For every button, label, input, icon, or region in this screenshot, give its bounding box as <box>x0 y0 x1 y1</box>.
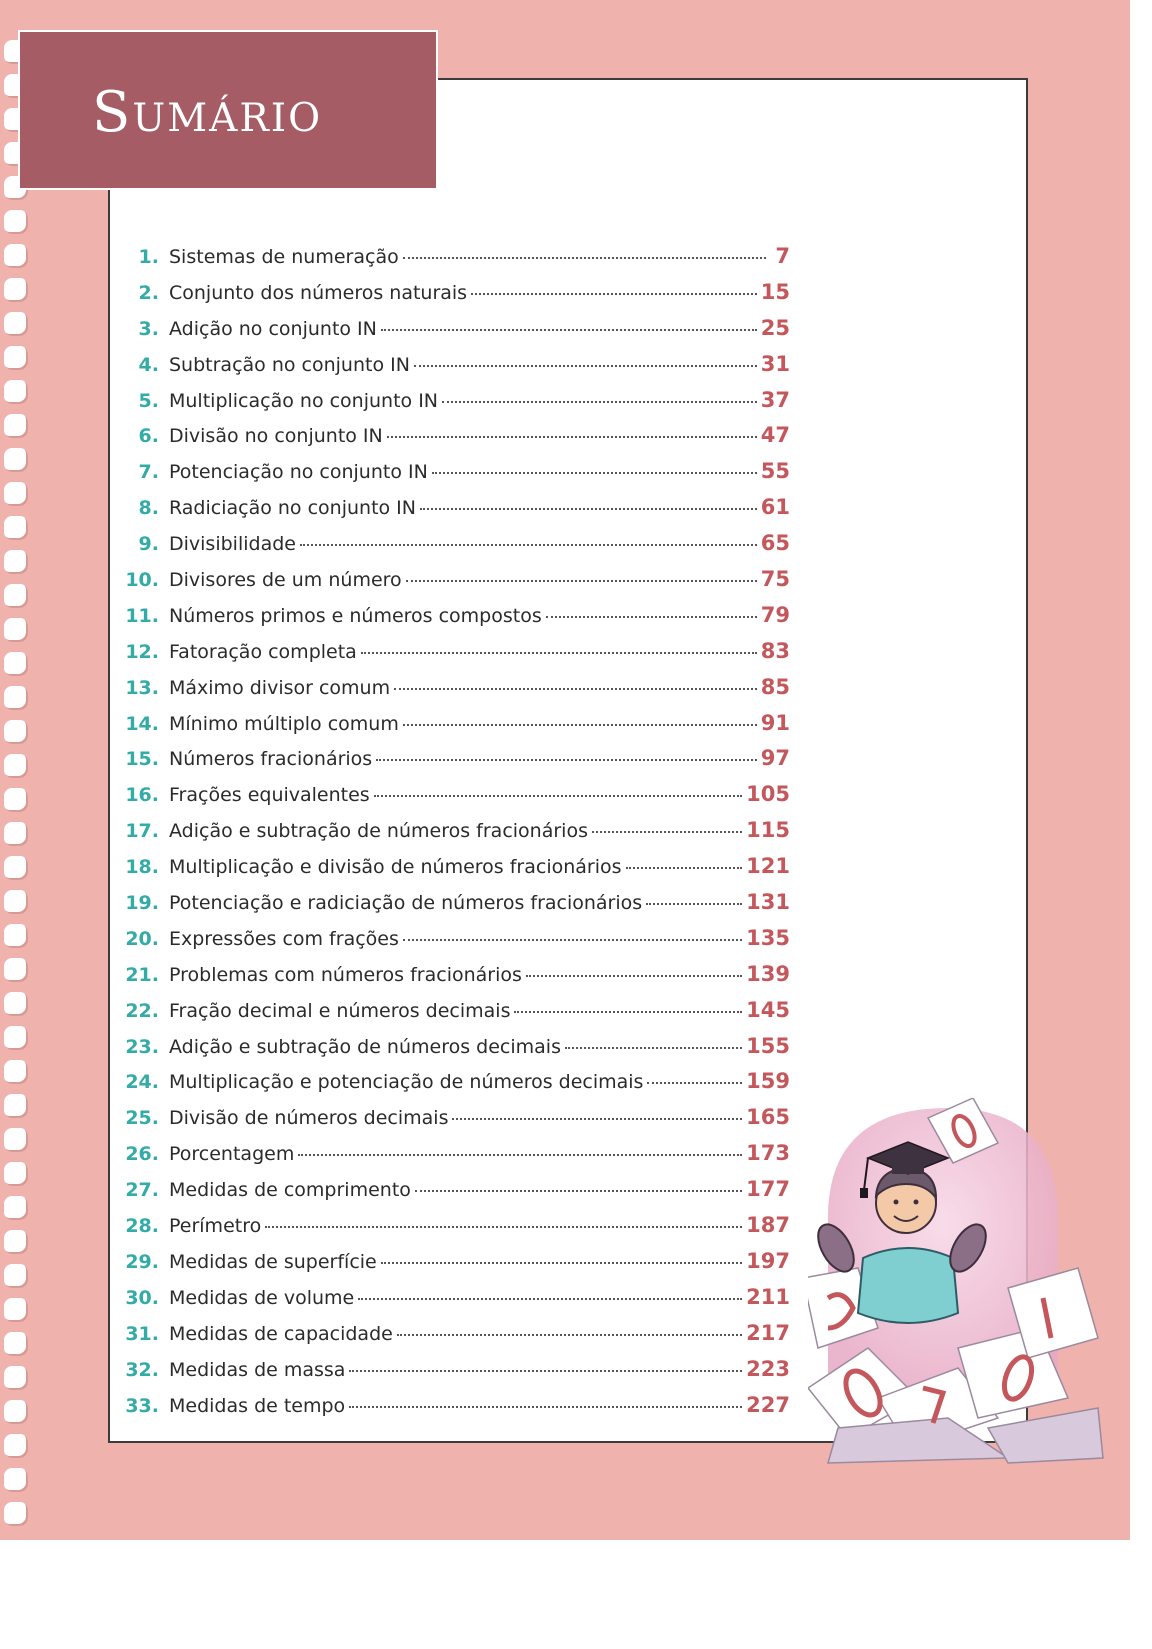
dot-leader <box>298 1154 742 1156</box>
dot-leader <box>414 365 757 367</box>
dot-leader <box>442 401 757 403</box>
chapter-number: 22. <box>125 999 159 1022</box>
dot-leader <box>403 939 742 941</box>
chapter-title: Medidas de comprimento <box>169 1179 411 1202</box>
chapter-title: Porcentagem <box>169 1143 295 1166</box>
chapter-title: Multiplicação e potenciação de números decimais <box>169 1071 644 1094</box>
spiral-hole <box>4 1366 28 1390</box>
chapter-title: Máximo divisor comum <box>169 676 391 699</box>
toc-entry[interactable] <box>112 1034 790 1070</box>
toc-entry[interactable] <box>112 1105 790 1141</box>
toc-entry[interactable] <box>112 1177 790 1213</box>
spiral-hole <box>4 380 28 404</box>
toc-entry[interactable] <box>112 423 790 459</box>
page-number: 173 <box>746 1141 790 1166</box>
spiral-hole <box>4 346 28 370</box>
dot-leader <box>514 1011 742 1013</box>
chapter-title: Adição e subtração de números fracionários <box>169 820 588 843</box>
toc-entry[interactable] <box>112 1141 790 1177</box>
spiral-hole <box>4 856 28 880</box>
toc-entry[interactable] <box>112 531 790 567</box>
page-number: 223 <box>746 1356 790 1381</box>
dot-leader <box>403 257 766 259</box>
toc-entry[interactable] <box>112 926 790 962</box>
chapter-number: 15. <box>125 748 159 771</box>
spiral-hole <box>4 1502 28 1526</box>
chapter-title: Fração decimal e números decimais <box>169 999 511 1022</box>
toc-entry[interactable] <box>112 1069 790 1105</box>
spiral-hole <box>4 584 28 608</box>
page-number: 135 <box>746 925 790 950</box>
chapter-number: 17. <box>125 820 159 843</box>
toc-entry[interactable] <box>112 352 790 388</box>
chapter-number: 32. <box>125 1358 159 1381</box>
dot-leader <box>374 795 742 797</box>
spiral-hole <box>4 958 28 982</box>
page-number: 145 <box>746 997 790 1022</box>
chapter-number: 33. <box>125 1394 159 1417</box>
dot-leader <box>381 329 757 331</box>
page-number: 217 <box>746 1320 790 1345</box>
page-number: 15 <box>760 279 790 304</box>
chapter-number: 9. <box>138 533 159 556</box>
table-of-contents <box>112 244 790 1428</box>
dot-leader <box>471 293 757 295</box>
spiral-hole <box>4 1298 28 1322</box>
chapter-title: Divisão de números decimais <box>169 1107 449 1130</box>
student-illustration <box>808 1098 1108 1468</box>
page-number: 83 <box>760 638 790 663</box>
chapter-number: 14. <box>125 712 159 735</box>
toc-entry[interactable] <box>112 1249 790 1285</box>
page-number: 55 <box>760 459 790 484</box>
chapter-number: 16. <box>125 784 159 807</box>
chapter-number: 24. <box>125 1071 159 1094</box>
dot-leader <box>376 759 757 761</box>
chapter-title: Medidas de tempo <box>169 1394 346 1417</box>
spiral-hole <box>4 618 28 642</box>
page-number: 121 <box>746 854 790 879</box>
page-number: 159 <box>746 1069 790 1094</box>
spiral-hole <box>4 210 28 234</box>
chapter-title: Adição no conjunto IN <box>169 317 377 340</box>
page-number: 105 <box>746 782 790 807</box>
spiral-hole <box>4 448 28 472</box>
chapter-title: Medidas de capacidade <box>169 1322 393 1345</box>
dot-leader <box>415 1190 742 1192</box>
toc-entry[interactable] <box>112 388 790 424</box>
chapter-number: 26. <box>125 1143 159 1166</box>
chapter-number: 27. <box>125 1179 159 1202</box>
spiral-hole <box>4 516 28 540</box>
toc-entry[interactable] <box>112 244 790 280</box>
chapter-number: 28. <box>125 1215 159 1238</box>
chapter-title: Expressões com frações <box>169 927 399 950</box>
spiral-hole <box>4 686 28 710</box>
chapter-number: 4. <box>138 353 159 376</box>
toc-entry[interactable] <box>112 998 790 1034</box>
spiral-hole <box>4 1094 28 1118</box>
dot-leader <box>300 544 757 546</box>
spiral-hole <box>4 652 28 676</box>
chapter-number: 18. <box>125 856 159 879</box>
chapter-number: 8. <box>138 497 159 520</box>
chapter-title: Subtração no conjunto IN <box>169 353 410 376</box>
page-number: 7 <box>775 244 790 268</box>
chapter-number: 10. <box>125 569 159 592</box>
dot-leader <box>406 580 757 582</box>
dot-leader <box>452 1118 742 1120</box>
spiral-hole <box>4 278 28 302</box>
spiral-hole <box>4 244 28 268</box>
page-number: 47 <box>760 423 790 448</box>
chapter-number: 7. <box>138 461 159 484</box>
dot-leader <box>394 688 757 690</box>
spiral-hole <box>4 1332 28 1356</box>
chapter-title: Números fracionários <box>169 748 373 771</box>
dot-leader <box>349 1406 742 1408</box>
spiral-hole <box>4 1434 28 1458</box>
spiral-binding <box>0 40 34 1540</box>
chapter-number: 12. <box>125 640 159 663</box>
chapter-title: Problemas com números fracionários <box>169 963 522 986</box>
chapter-title: Perímetro <box>169 1215 262 1238</box>
spiral-hole <box>4 482 28 506</box>
spiral-hole <box>4 312 28 336</box>
spiral-hole <box>4 1128 28 1152</box>
chapter-number: 3. <box>138 317 159 340</box>
chapter-title: Divisão no conjunto IN <box>169 425 383 448</box>
spiral-hole <box>4 924 28 948</box>
dot-leader <box>361 652 757 654</box>
page-number: 197 <box>746 1248 790 1273</box>
dot-leader <box>381 1262 742 1264</box>
toc-entry[interactable] <box>112 316 790 352</box>
page-number: 79 <box>760 602 790 627</box>
dot-leader <box>592 831 742 833</box>
chapter-number: 5. <box>138 389 159 412</box>
chapter-title: Potenciação no conjunto IN <box>169 461 428 484</box>
toc-entry[interactable] <box>112 711 790 747</box>
toc-entry[interactable] <box>112 675 790 711</box>
spiral-hole <box>4 550 28 574</box>
chapter-number: 2. <box>138 281 159 304</box>
page-number: 91 <box>760 710 790 735</box>
spiral-hole <box>4 754 28 778</box>
spiral-hole <box>4 1162 28 1186</box>
spiral-hole <box>4 414 28 438</box>
spiral-hole <box>4 720 28 744</box>
dot-leader <box>397 1334 742 1336</box>
toc-entry[interactable] <box>112 1393 790 1429</box>
toc-entry[interactable] <box>112 603 790 639</box>
chapter-number: 1. <box>138 246 159 268</box>
toc-entry[interactable] <box>112 459 790 495</box>
chapter-title: Medidas de volume <box>169 1286 355 1309</box>
spiral-hole <box>4 992 28 1016</box>
toc-entry[interactable] <box>112 1285 790 1321</box>
dot-leader <box>626 867 743 869</box>
toc-entry[interactable] <box>112 1321 790 1357</box>
dot-leader <box>265 1226 742 1228</box>
dot-leader <box>349 1370 742 1372</box>
chapter-title: Sistemas de numeração <box>169 246 399 268</box>
toc-entry[interactable] <box>112 639 790 675</box>
chapter-title: Números primos e números compostos <box>169 604 542 627</box>
page-number: 165 <box>746 1105 790 1130</box>
chapter-number: 21. <box>125 963 159 986</box>
spiral-hole <box>4 822 28 846</box>
toc-entry[interactable] <box>112 1213 790 1249</box>
chapter-number: 20. <box>125 927 159 950</box>
page-number: 227 <box>746 1392 790 1417</box>
dot-leader <box>403 724 757 726</box>
page-number: 37 <box>760 387 790 412</box>
chapter-number: 25. <box>125 1107 159 1130</box>
page-title: Sumário <box>92 80 323 145</box>
chapter-title: Multiplicação e divisão de números fracionários <box>169 856 622 879</box>
page-number: 97 <box>760 746 790 771</box>
page-number: 139 <box>746 961 790 986</box>
chapter-number: 13. <box>125 676 159 699</box>
chapter-number: 31. <box>125 1322 159 1345</box>
chapter-title: Adição e subtração de números decimais <box>169 1035 561 1058</box>
toc-entry[interactable] <box>112 890 790 926</box>
spiral-hole <box>4 1400 28 1424</box>
chapter-title: Frações equivalentes <box>169 784 370 807</box>
dot-leader <box>647 1082 742 1084</box>
page-number: 131 <box>746 890 790 915</box>
page-number: 31 <box>760 351 790 376</box>
spiral-hole <box>4 1264 28 1288</box>
spiral-hole <box>4 890 28 914</box>
chapter-title: Divisibilidade <box>169 533 296 556</box>
toc-entry[interactable] <box>112 782 790 818</box>
chapter-number: 23. <box>125 1035 159 1058</box>
toc-entry[interactable] <box>112 746 790 782</box>
chapter-title: Medidas de massa <box>169 1358 346 1381</box>
chapter-title: Conjunto dos números naturais <box>169 281 468 304</box>
toc-entry[interactable] <box>112 962 790 998</box>
chapter-number: 11. <box>125 604 159 627</box>
dot-leader <box>646 903 742 905</box>
dot-leader <box>526 975 742 977</box>
toc-entry[interactable] <box>112 567 790 603</box>
spiral-hole <box>4 1060 28 1084</box>
dot-leader <box>565 1047 742 1049</box>
spiral-hole <box>4 788 28 812</box>
spiral-hole <box>4 1196 28 1220</box>
toc-entry[interactable] <box>112 818 790 854</box>
chapter-title: Divisores de um número <box>169 569 402 592</box>
chapter-title: Multiplicação no conjunto IN <box>169 389 439 412</box>
dot-leader <box>432 472 757 474</box>
dot-leader <box>387 436 757 438</box>
page-number: 25 <box>760 315 790 340</box>
spiral-hole <box>4 1026 28 1050</box>
chapter-number: 30. <box>125 1286 159 1309</box>
chapter-number: 19. <box>125 892 159 915</box>
chapter-number: 6. <box>138 425 159 448</box>
chapter-title: Potenciação e radiciação de números fracionários <box>169 892 643 915</box>
toc-entry[interactable] <box>112 495 790 531</box>
spiral-hole <box>4 1468 28 1492</box>
page-number: 75 <box>760 567 790 592</box>
chapter-title: Fatoração completa <box>169 640 357 663</box>
chapter-title: Radiciação no conjunto IN <box>169 497 416 520</box>
toc-entry[interactable] <box>112 280 790 316</box>
page-number: 115 <box>746 818 790 843</box>
page-number: 61 <box>760 495 790 520</box>
page-number: 177 <box>746 1177 790 1202</box>
page-number: 187 <box>746 1213 790 1238</box>
dot-leader <box>420 508 757 510</box>
toc-entry[interactable] <box>112 1357 790 1393</box>
chapter-number: 29. <box>125 1250 159 1273</box>
page-number: 211 <box>746 1284 790 1309</box>
page-number: 155 <box>746 1033 790 1058</box>
chapter-title: Mínimo múltiplo comum <box>169 712 399 735</box>
dot-leader <box>358 1298 742 1300</box>
dot-leader <box>546 616 757 618</box>
page-number: 85 <box>760 674 790 699</box>
page-number: 65 <box>760 531 790 556</box>
spiral-hole <box>4 1230 28 1254</box>
chapter-title: Medidas de superfície <box>169 1250 377 1273</box>
toc-entry[interactable] <box>112 854 790 890</box>
